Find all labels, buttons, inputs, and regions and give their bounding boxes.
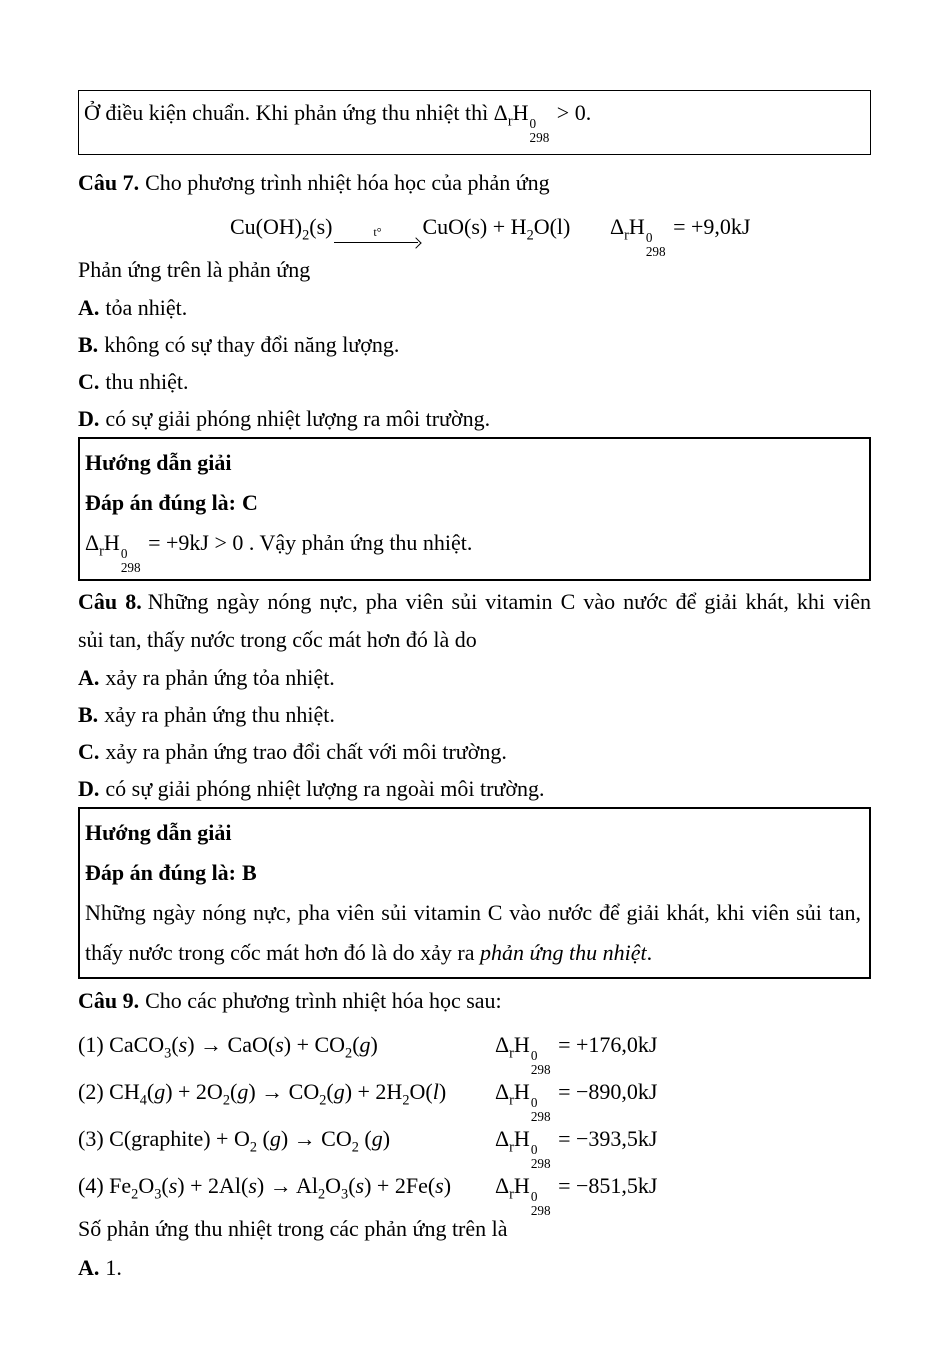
q7-option-c-text: thu nhiệt. [105, 368, 189, 394]
q8-option-c-text: xảy ra phản ứng trao đổi chất với môi trường. [105, 739, 507, 764]
q9-equation-4-formula: (4) $Fe_2O_3(s) + 2Al(s) \to Al_2O_3(s) + 2Fe(s)$ [78, 1173, 452, 1203]
q9-lead: Số phản ứng thu nhiệt trong các phản ứng trên là [78, 1216, 508, 1241]
q7-equation-lhs: $Cu(OH)_2(s)$ [230, 213, 333, 243]
q9-equation-4-enthalpy: $\Delta_rH$ 0 298 = −851,5kJ [495, 1173, 658, 1219]
arrow-condition-label: t° [373, 224, 382, 239]
document-page [78, 90, 871, 1286]
q8-option-d-text: có sự giải phóng nhiệt lượng ra ngoài môi trường. [105, 776, 545, 801]
q7-option-c [78, 363, 871, 400]
q8-option-b-text: xảy ra phản ứng thu nhiệt. [104, 702, 335, 727]
q9-equation-3-formula: (3) C(graphite) + $O_2$ $(g) \to CO_2$ (g) [78, 1126, 391, 1156]
q9-equation-2-formula: (2) $CH_4(g) + 2O_2(g) \to CO_2(g) + 2H_2O(l)$ [78, 1079, 447, 1109]
q8-option-d-label: D. [78, 776, 100, 801]
q8-label: Câu 8. [78, 589, 142, 614]
q7-solution-body: $\Delta_rH$ 0 298 = +9kJ > 0 . Vậy phản ứng thu nhiệt. [85, 529, 473, 575]
q8-solution-body-line2: thấy nước trong cốc mát hơn đó là do xảy ra phản ứng thu nhiệt. [85, 940, 653, 965]
q7-option-d-label: D. [78, 405, 100, 431]
q8-solution-title: Hướng dẫn giải [85, 820, 232, 845]
q8-option-a-text: xảy ra phản ứng tỏa nhiệt. [105, 665, 335, 690]
q7-option-c-label: C. [78, 368, 100, 394]
q9-equation-3-enthalpy: $\Delta_rH$ 0 298 = −393,5kJ [495, 1126, 658, 1172]
q8-option-b-label: B. [78, 702, 99, 727]
arrow-shaft [334, 238, 420, 249]
q7-option-b [78, 326, 871, 363]
q7-solution-box [78, 437, 871, 582]
q9-equation-1 [78, 1021, 871, 1078]
q8-answer-letter: B [242, 860, 257, 885]
q7-label: Câu 7. [78, 169, 140, 195]
q8-stem [78, 583, 871, 659]
q9-equation-3 [78, 1115, 871, 1172]
q7-option-a [78, 289, 871, 326]
q7-answer-label: Đáp án đúng là: [85, 489, 237, 515]
q7-solution-title: Hướng dẫn giải [85, 449, 232, 475]
q7-option-d-text: có sự giải phóng nhiệt lượng ra môi trường. [105, 405, 491, 431]
q7-answer-letter: C [242, 489, 258, 515]
q8-option-a-label: A. [78, 665, 100, 690]
q8-solution-body-line1: Những ngày nóng nực, pha viên sủi vitamin C vào nước để giải khát, khi viên sủi tan, [85, 900, 861, 925]
q9-option-a-text: 1. [105, 1255, 122, 1280]
q7-equation-row [78, 203, 871, 259]
q8-option-c [78, 733, 871, 770]
q9-equation-2-enthalpy: $\Delta_rH$ 0 298 = −890,0kJ [495, 1079, 658, 1125]
q7-option-a-label: A. [78, 294, 100, 320]
q8-answer-label: Đáp án đúng là: [85, 860, 237, 885]
q9-label: Câu 9. [78, 988, 140, 1013]
q7-equation-enthalpy: $\Delta_rH$ 0 298 = +9,0kJ [610, 213, 751, 259]
q8-option-b [78, 696, 871, 733]
q9-header [78, 981, 871, 1021]
q9-equation-4 [78, 1162, 871, 1219]
q9-equation-1-formula: (1) CaCO$_3$(s) → $CaO(s) + CO_2(g)$ [78, 1032, 378, 1062]
q7-option-a-text: tỏa nhiệt. [105, 294, 188, 320]
q8-stem-line1: Câu 8. Những ngày nóng nực, pha viên sủi vitamin C vào nước để giải khát, khi viên [78, 589, 871, 614]
q9-stem: Cho các phương trình nhiệt hóa học sau: [145, 988, 502, 1013]
note-box [78, 90, 871, 155]
q7-stem: Cho phương trình nhiệt hóa học của phản ứng [145, 169, 550, 195]
q7-option-b-label: B. [78, 331, 99, 357]
q7-option-b-text: không có sự thay đổi năng lượng. [104, 331, 400, 357]
q9-equation-1-enthalpy: $\Delta_rH$ 0 298 = +176,0kJ [495, 1032, 658, 1078]
q8-solution-answer [85, 853, 861, 893]
q8-option-c-label: C. [78, 739, 100, 764]
q7-option-d [78, 400, 871, 437]
q7-header [78, 163, 871, 203]
q9-equation-2 [78, 1068, 871, 1125]
q7-equation [230, 203, 570, 251]
q7-solution-answer [85, 483, 861, 523]
q8-option-a [78, 659, 871, 696]
q7-lead: Phản ứng trên là phản ứng [78, 256, 311, 282]
note-text: Ở điều kiện chuẩn. Khi phản ứng thu nhiệt thì $\Delta_rH$ 0 298 > 0. [84, 100, 592, 146]
q9-option-a-label: A. [78, 1255, 100, 1280]
q8-stem-line2: sủi tan, thấy nước trong cốc mát hơn đó là do [78, 627, 477, 652]
q8-option-d [78, 770, 871, 807]
q9-option-a [78, 1249, 871, 1286]
q7-equation-rhs: $CuO(s) + H_2O(l)$ [422, 213, 571, 243]
q8-solution-box [78, 807, 871, 979]
arrow-head [411, 237, 422, 248]
reaction-arrow [334, 224, 420, 249]
